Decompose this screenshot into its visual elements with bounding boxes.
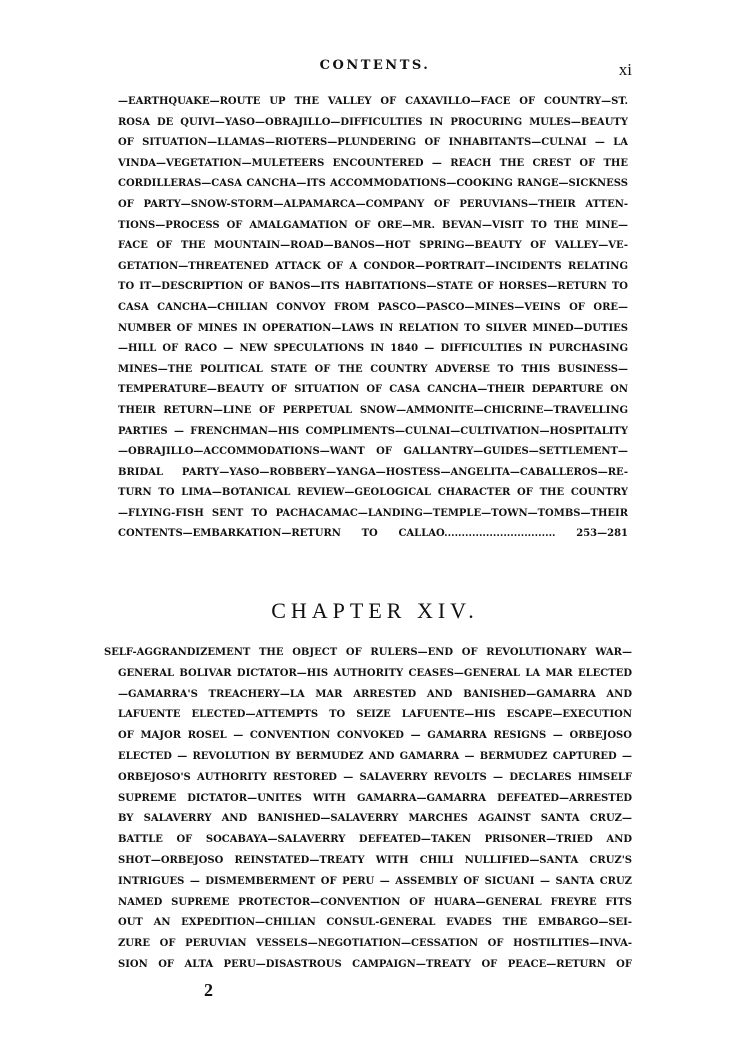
synopsis-line: ZURE OF PERUVIAN VESSELS—NEGOTIATION—CESSATION OF HOSTILITIES—INVA-	[118, 938, 632, 950]
contents-line: MINES—THE POLITICAL STATE OF THE COUNTRY ADVERSE TO THIS BUSINESS—	[118, 363, 628, 375]
contents-line: OF PARTY—SNOW-STORM—ALPAMARCA—COMPANY OF PERUVIANS—THEIR ATTEN-	[118, 198, 628, 210]
contents-line: OF SITUATION—LLAMAS—RIOTERS—PLUNDERING OF INHABITANTS—CULNAI — LA	[118, 137, 628, 149]
synopsis-line: BATTLE OF SOCABAYA—SALAVERRY DEFEATED—TAKEN PRISONER—TRIED AND	[118, 834, 632, 846]
page-number: xi	[618, 60, 632, 79]
synopsis-line: NAMED SUPREME PROTECTOR—CONVENTION OF HUARA—GENERAL FREYRE FITS	[118, 896, 632, 908]
synopsis-line: OF MAJOR ROSEL — CONVENTION CONVOKED — GAMARRA RESIGNS — ORBEJOSO	[118, 730, 632, 742]
synopsis-line: ORBEJOSO'S AUTHORITY RESTORED — SALAVERRY REVOLTS — DECLARES HIMSELF	[118, 771, 632, 783]
contents-line: TIONS—PROCESS OF AMALGAMATION OF ORE—MR. BEVAN—VISIT TO THE MINE—	[118, 219, 628, 231]
contents-line: TEMPERATURE—BEAUTY OF SITUATION OF CASA CANCHA—THEIR DEPARTURE ON	[118, 384, 628, 396]
contents-line: —EARTHQUAKE—ROUTE UP THE VALLEY OF CAXAVILLO—FACE OF COUNTRY—ST.	[118, 96, 628, 107]
contents-line: FACE OF THE MOUNTAIN—ROAD—BANOS—HOT SPRING—BEAUTY OF VALLEY—VE-	[118, 240, 628, 252]
chapter-synopsis	[104, 643, 632, 976]
contents-line: CASA CANCHA—CHILIAN CONVOY FROM PASCO—PASCO—MINES—VEINS OF ORE—	[118, 301, 628, 313]
contents-line: —OBRAJILLO—ACCOMMODATIONS—WANT OF GALLANTRY—GUIDES—SETTLEMENT—	[118, 446, 628, 458]
synopsis-line: ELECTED — REVOLUTION BY BERMUDEZ AND GAMARRA — BERMUDEZ CAPTURED —	[118, 750, 632, 762]
synopsis-line: LAFUENTE ELECTED—ATTEMPTS TO SEIZE LAFUENTE—HIS ESCAPE—EXECUTION	[118, 709, 632, 721]
synopsis-line: INTRIGUES — DISMEMBERMENT OF PERU — ASSEMBLY OF SICUANI — SANTA CRUZ	[118, 875, 632, 887]
synopsis-line: OUT AN EXPEDITION—CHILIAN CONSUL-GENERAL EVADES THE EMBARGO—SEI-	[118, 917, 632, 929]
contents-line: VINDA—VEGETATION—MULETEERS ENCOUNTERED — REACH THE CREST OF THE	[118, 157, 628, 169]
synopsis-line: BY SALAVERRY AND BANISHED—SALAVERRY MARCHES AGAINST SANTA CRUZ—	[118, 813, 632, 825]
signature-mark: 2	[204, 980, 213, 1000]
chapter-heading: CHAPTER XIV.	[271, 598, 479, 623]
contents-line: NUMBER OF MINES IN OPERATION—LAWS IN RELATION TO SILVER MINED—DUTIES	[118, 322, 628, 334]
contents-line: —FLYING-FISH SENT TO PACHACAMAC—LANDING—TEMPLE—TOWN—TOMBS—THEIR	[118, 507, 628, 519]
contents-line: —HILL OF RACO — NEW SPECULATIONS IN 1840 — DIFFICULTIES IN PURCHASING	[118, 343, 628, 355]
contents-line: CORDILLERAS—CASA CANCHA—ITS ACCOMMODATIONS—COOKING RANGE—SICKNESS	[118, 178, 628, 190]
synopsis-line: —GAMARRA'S TREACHERY—LA MAR ARRESTED AND BANISHED—GAMARRA AND	[118, 688, 632, 700]
synopsis-line: SION OF ALTA PERU—DISASTROUS CAMPAIGN—TREATY OF PEACE—RETURN OF	[118, 958, 632, 970]
contents-continuation	[118, 92, 628, 545]
contents-line: GETATION—THREATENED ATTACK OF A CONDOR—PORTRAIT—INCIDENTS RELATING	[118, 260, 628, 272]
synopsis-line: GENERAL BOLIVAR DICTATOR—HIS AUTHORITY CEASES—GENERAL LA MAR ELECTED	[118, 667, 632, 679]
contents-line: ROSA DE QUIVI—YASO—OBRAJILLO—DIFFICULTIES IN PROCURING MULES—BEAUTY	[118, 116, 628, 128]
synopsis-line: SHOT—ORBEJOSO REINSTATED—TREATY WITH CHILI NULLIFIED—SANTA CRUZ'S	[118, 854, 632, 866]
contents-line: PARTIES — FRENCHMAN—HIS COMPLIMENTS—CULNAI—CULTIVATION—HOSPITALITY	[118, 425, 628, 437]
contents-line: TURN TO LIMA—BOTANICAL REVIEW—GEOLOGICAL CHARACTER OF THE COUNTRY	[118, 487, 628, 499]
contents-line-with-page-range: CONTENTS—EMBARKATION—RETURN TO CALLAO................................ 253—281	[118, 528, 628, 540]
contents-line: TO IT—DESCRIPTION OF BANOS—ITS HABITATIONS—STATE OF HORSES—RETURN TO	[118, 281, 628, 293]
running-title: CONTENTS.	[319, 58, 431, 73]
contents-line: THEIR RETURN—LINE OF PERPETUAL SNOW—AMMONITE—CHICRINE—TRAVELLING	[118, 404, 628, 416]
contents-line: BRIDAL PARTY—YASO—ROBBERY—YANGA—HOSTESS—ANGELITA—CABALLEROS—RE-	[118, 466, 628, 478]
synopsis-line: SUPREME DICTATOR—UNITES WITH GAMARRA—GAMARRA DEFEATED—ARRESTED	[118, 792, 632, 804]
synopsis-line: SELF-AGGRANDIZEMENT THE OBJECT OF RULERS—END OF REVOLUTIONARY WAR—	[104, 647, 632, 658]
